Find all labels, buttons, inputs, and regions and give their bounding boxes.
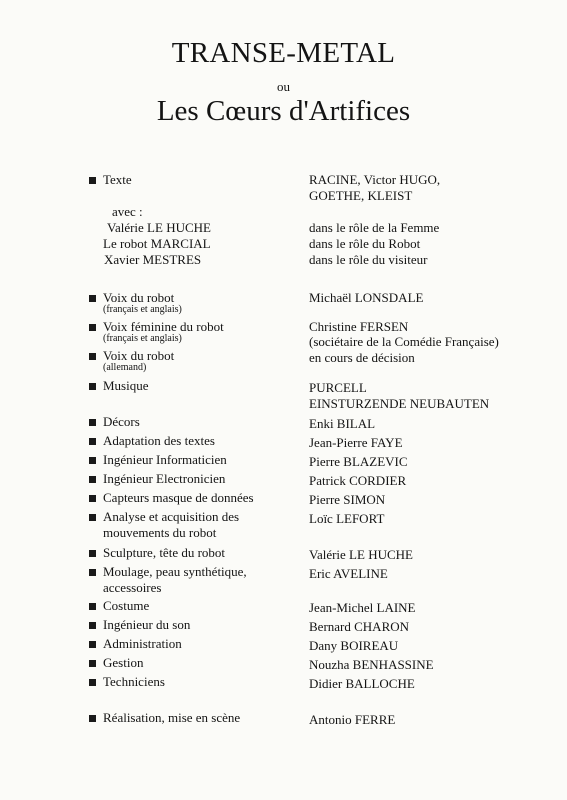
credit-label-line2: accessoires (103, 580, 162, 595)
credit-value: Nouzha BENHASSINE (309, 657, 434, 672)
credit-label: Voix féminine du robot (103, 319, 224, 334)
credit-label-texte: Texte (103, 172, 132, 187)
credit-label-sub: (français et anglais) (103, 304, 182, 315)
credit-value-line2: EINSTURZENDE NEUBAUTEN (309, 396, 490, 411)
bullet-icon (89, 438, 96, 445)
credit-label: Voix du robot (103, 348, 175, 363)
avec-label: avec : (112, 204, 143, 219)
credit-value: en cours de décision (309, 350, 415, 365)
bullet-icon (89, 569, 96, 576)
credit-label-sub: (allemand) (103, 362, 147, 373)
bullet-icon (89, 679, 96, 686)
bullet-icon (89, 514, 96, 521)
bullet-icon (89, 295, 96, 302)
credit-label: Ingénieur du son (103, 617, 191, 632)
credit-value: Antonio FERRE (309, 712, 396, 727)
bullet-icon (89, 457, 96, 464)
credit-value-sub: (sociétaire de la Comédie Française) (309, 334, 499, 349)
cast-role: dans le rôle du visiteur (309, 252, 428, 267)
credit-label: Musique (103, 378, 149, 393)
bullet-icon (89, 495, 96, 502)
credit-value: Valérie LE HUCHE (309, 547, 413, 562)
bullet-icon (89, 550, 96, 557)
cast-name: Le robot MARCIAL (103, 236, 211, 251)
bullet-icon (89, 353, 96, 360)
title-or: ou (277, 79, 290, 94)
cast-role: dans le rôle de la Femme (309, 220, 440, 235)
bullet-icon (89, 641, 96, 648)
credit-value: Patrick CORDIER (309, 473, 407, 488)
subtitle: Les Cœurs d'Artifices (156, 95, 411, 127)
bullet-icon (89, 324, 96, 331)
bullet-icon (89, 476, 96, 483)
credit-value: Bernard CHARON (309, 619, 410, 634)
credit-value: Pierre BLAZEVIC (309, 454, 408, 469)
credit-value: Loïc LEFORT (309, 511, 385, 526)
credit-label: Administration (103, 636, 182, 651)
credit-label: Capteurs masque de données (103, 490, 254, 505)
main-title: TRANSE-METAL (171, 37, 396, 69)
credit-label: Ingénieur Electronicien (103, 471, 226, 486)
credit-value: Michaël LONSDALE (309, 290, 424, 305)
credit-value: Didier BALLOCHE (309, 676, 415, 691)
credit-value: Eric AVELINE (309, 566, 388, 581)
credit-label: Moulage, peau synthétique, (103, 564, 247, 579)
bullet-icon (89, 419, 96, 426)
credit-value: Dany BOIREAU (309, 638, 399, 653)
credit-label: Gestion (103, 655, 144, 670)
credit-value: PURCELL (309, 380, 367, 395)
credit-value: Jean-Michel LAINE (309, 600, 416, 615)
credit-label: Voix du robot (103, 290, 175, 305)
bullet-icon (89, 603, 96, 610)
credit-value: Jean-Pierre FAYE (309, 435, 403, 450)
credit-label: Adaptation des textes (103, 433, 215, 448)
credit-value-texte-line2: GOETHE, KLEIST (309, 188, 413, 203)
bullet-icon (89, 383, 96, 390)
credit-label-line2: mouvements du robot (103, 525, 217, 540)
cast-name: Xavier MESTRES (104, 252, 202, 267)
credit-value: Enki BILAL (309, 416, 376, 431)
cast-role: dans le rôle du Robot (309, 236, 421, 251)
bullet-icon (89, 177, 96, 184)
credit-label: Techniciens (103, 674, 165, 689)
bullet-icon (89, 622, 96, 629)
credit-value: Christine FERSEN (309, 319, 409, 334)
credit-label-sub: (français et anglais) (103, 333, 182, 344)
bullet-icon (89, 715, 96, 722)
credit-label: Costume (103, 598, 150, 613)
credit-label: Sculpture, tête du robot (103, 545, 226, 560)
credit-label: Réalisation, mise en scène (103, 710, 241, 725)
credit-value-texte: RACINE, Victor HUGO, (309, 172, 441, 187)
credit-value: Pierre SIMON (309, 492, 386, 507)
cast-name: Valérie LE HUCHE (107, 220, 211, 235)
credit-label: Analyse et acquisition des (103, 509, 240, 524)
credit-label: Décors (103, 414, 140, 429)
credit-label: Ingénieur Informaticien (103, 452, 227, 467)
bullet-icon (89, 660, 96, 667)
